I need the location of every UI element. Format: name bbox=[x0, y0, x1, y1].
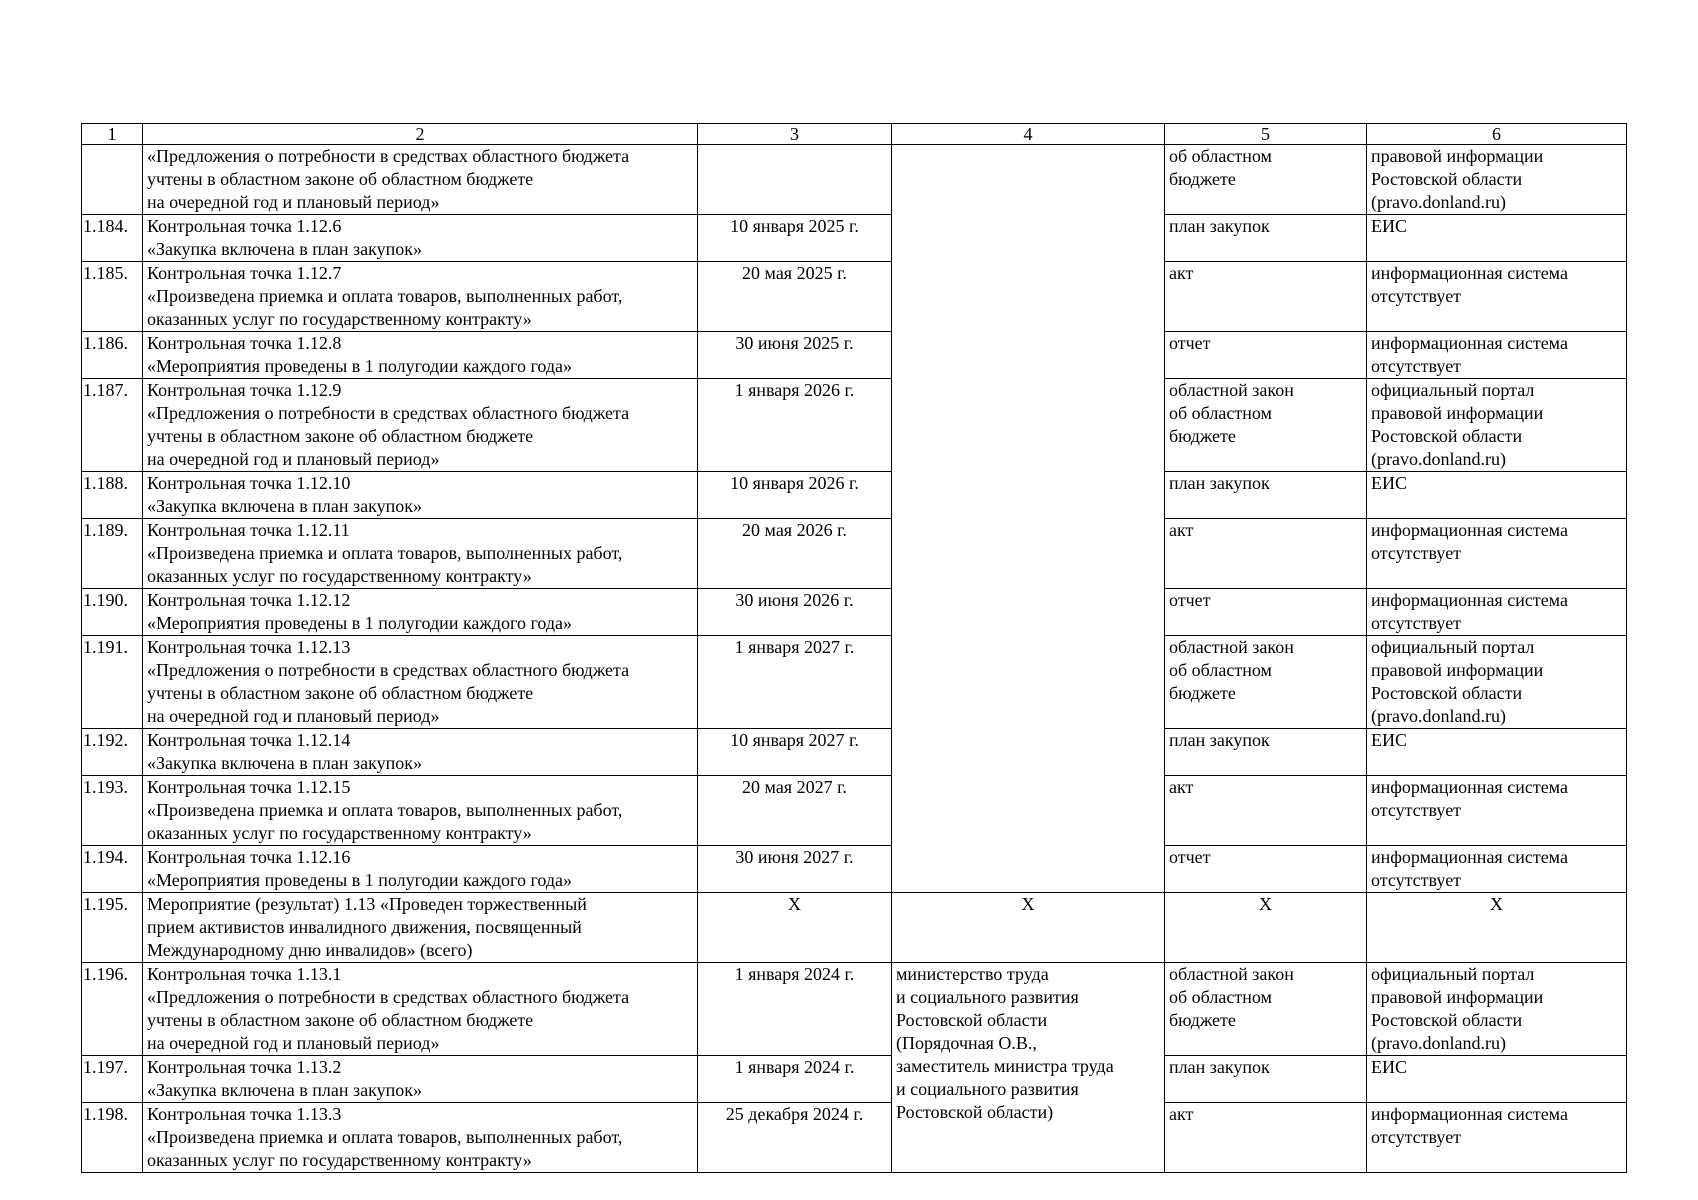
column-number: 5 bbox=[1165, 124, 1367, 145]
cell-text-line: ЕИС bbox=[1371, 473, 1407, 493]
cell-text-line: бюджете bbox=[1169, 169, 1236, 189]
cell-text-line: на очередной год и плановый период» bbox=[147, 706, 440, 726]
row-number-cell: 1.189. bbox=[82, 519, 143, 589]
information-system-cell bbox=[1367, 262, 1627, 332]
row-number-cell: 1.196. bbox=[82, 963, 143, 1056]
description-cell bbox=[143, 846, 698, 893]
row-number-cell: 1.195. bbox=[82, 893, 143, 963]
cell-text-line: и социального развития bbox=[896, 1079, 1079, 1099]
row-number-cell: 1.185. bbox=[82, 262, 143, 332]
cell-text-line: X bbox=[1259, 894, 1272, 914]
cell-text-line: «Закупка включена в план закупок» bbox=[147, 496, 422, 516]
cell-text-line: отсутствует bbox=[1371, 1127, 1462, 1147]
cell-text-line: отчет bbox=[1169, 333, 1211, 353]
row-number-cell: 1.198. bbox=[82, 1103, 143, 1173]
cell-text-line: Ростовской области bbox=[1371, 683, 1523, 703]
information-system-cell bbox=[1367, 893, 1627, 963]
cell-text-line: оказанных услуг по государственному контракту» bbox=[147, 823, 532, 843]
document-type-cell bbox=[1165, 846, 1367, 893]
control-points-table bbox=[81, 123, 1627, 1173]
cell-text-line: Контрольная точка 1.13.2 bbox=[147, 1057, 342, 1077]
cell-text-line: акт bbox=[1169, 1104, 1194, 1124]
cell-text-line: об областном bbox=[1169, 987, 1272, 1007]
description-cell bbox=[143, 729, 698, 776]
cell-text-line: информационная система bbox=[1371, 1104, 1568, 1124]
deadline-cell: 30 июня 2026 г. bbox=[698, 589, 892, 636]
information-system-cell bbox=[1367, 729, 1627, 776]
document-type-cell bbox=[1165, 1056, 1367, 1103]
cell-text-line: учтены в областном законе об областном бюджете bbox=[147, 1010, 534, 1030]
description-cell bbox=[143, 776, 698, 846]
cell-text-line: (pravo.donland.ru) bbox=[1371, 449, 1506, 469]
table-row bbox=[82, 145, 1627, 215]
information-system-cell bbox=[1367, 1056, 1627, 1103]
cell-text-line: ЕИС bbox=[1371, 216, 1407, 236]
cell-text-line: об областном bbox=[1169, 660, 1272, 680]
row-number-cell: 1.190. bbox=[82, 589, 143, 636]
cell-text-line: «Предложения о потребности в средствах областного бюджета bbox=[147, 146, 630, 166]
document-type-cell bbox=[1165, 776, 1367, 846]
cell-text-line: информационная система bbox=[1371, 590, 1568, 610]
cell-text-line: на очередной год и плановый период» bbox=[147, 1033, 440, 1053]
cell-text-line: областной закон bbox=[1169, 637, 1294, 657]
table-row bbox=[82, 379, 1627, 472]
cell-text-line: «Предложения о потребности в средствах областного бюджета bbox=[147, 403, 630, 423]
cell-text-line: официальный портал bbox=[1371, 637, 1535, 657]
cell-text-line: об областном bbox=[1169, 146, 1272, 166]
table-row bbox=[82, 262, 1627, 332]
table-row bbox=[82, 846, 1627, 893]
cell-text-line: отчет bbox=[1169, 847, 1211, 867]
column-number: 2 bbox=[143, 124, 698, 145]
cell-text-line: официальный портал bbox=[1371, 964, 1535, 984]
table-row bbox=[82, 589, 1627, 636]
cell-text-line: план закупок bbox=[1169, 1057, 1270, 1077]
cell-text-line: «Закупка включена в план закупок» bbox=[147, 239, 422, 259]
table-row bbox=[82, 215, 1627, 262]
cell-text-line: Контрольная точка 1.12.7 bbox=[147, 263, 342, 283]
row-number-cell bbox=[82, 145, 143, 215]
description-cell bbox=[143, 893, 698, 963]
table-row bbox=[82, 472, 1627, 519]
cell-text-line: правовой информации bbox=[1371, 146, 1544, 166]
cell-text-line: прием активистов инвалидного движения, посвященный bbox=[147, 917, 582, 937]
cell-text-line: правовой информации bbox=[1371, 403, 1544, 423]
deadline-cell: 20 мая 2027 г. bbox=[698, 776, 892, 846]
cell-text-line: информационная система bbox=[1371, 263, 1568, 283]
row-number-cell: 1.184. bbox=[82, 215, 143, 262]
cell-text-line: отсутствует bbox=[1371, 356, 1462, 376]
information-system-cell bbox=[1367, 846, 1627, 893]
cell-text-line: «Произведена приемка и оплата товаров, выполненных работ, bbox=[147, 543, 623, 563]
cell-text-line: Контрольная точка 1.12.10 bbox=[147, 473, 351, 493]
cell-text-line: ЕИС bbox=[1371, 730, 1407, 750]
deadline-cell: 10 января 2026 г. bbox=[698, 472, 892, 519]
column-number-row bbox=[82, 124, 1627, 145]
description-cell bbox=[143, 963, 698, 1056]
description-cell bbox=[143, 379, 698, 472]
cell-text-line: оказанных услуг по государственному контракту» bbox=[147, 566, 532, 586]
responsible-cell bbox=[892, 893, 1165, 963]
information-system-cell bbox=[1367, 215, 1627, 262]
cell-text-line: отсутствует bbox=[1371, 800, 1462, 820]
cell-text-line: «Предложения о потребности в средствах областного бюджета bbox=[147, 987, 630, 1007]
cell-text-line: «Произведена приемка и оплата товаров, выполненных работ, bbox=[147, 286, 623, 306]
row-number-cell: 1.192. bbox=[82, 729, 143, 776]
cell-text-line: Контрольная точка 1.12.8 bbox=[147, 333, 342, 353]
cell-text-line: оказанных услуг по государственному контракту» bbox=[147, 309, 532, 329]
cell-text-line: Контрольная точка 1.12.16 bbox=[147, 847, 351, 867]
cell-text-line: Ростовской области bbox=[1371, 1010, 1523, 1030]
cell-text-line: учтены в областном законе об областном бюджете bbox=[147, 426, 534, 446]
information-system-cell bbox=[1367, 1103, 1627, 1173]
cell-text-line: Контрольная точка 1.12.13 bbox=[147, 637, 351, 657]
document-type-cell bbox=[1165, 472, 1367, 519]
cell-text-line: заместитель министра труда bbox=[896, 1056, 1114, 1076]
cell-text-line: областной закон bbox=[1169, 380, 1294, 400]
cell-text-line: Контрольная точка 1.12.9 bbox=[147, 380, 342, 400]
deadline-cell: X bbox=[698, 893, 892, 963]
row-number-cell: 1.186. bbox=[82, 332, 143, 379]
table-row bbox=[82, 636, 1627, 729]
cell-text-line: информационная система bbox=[1371, 847, 1568, 867]
description-cell bbox=[143, 519, 698, 589]
cell-text-line: план закупок bbox=[1169, 473, 1270, 493]
cell-text-line: информационная система bbox=[1371, 333, 1568, 353]
cell-text-line: информационная система bbox=[1371, 520, 1568, 540]
document-type-cell bbox=[1165, 893, 1367, 963]
deadline-cell bbox=[698, 145, 892, 215]
cell-text-line: Ростовской области) bbox=[896, 1102, 1054, 1122]
cell-text-line: «Предложения о потребности в средствах областного бюджета bbox=[147, 660, 630, 680]
responsible-cell bbox=[892, 145, 1165, 893]
cell-text-line: об областном bbox=[1169, 403, 1272, 423]
document-type-cell bbox=[1165, 145, 1367, 215]
deadline-cell: 20 мая 2025 г. bbox=[698, 262, 892, 332]
cell-text-line: правовой информации bbox=[1371, 987, 1544, 1007]
table-row bbox=[82, 1103, 1627, 1173]
cell-text-line: акт bbox=[1169, 520, 1194, 540]
cell-text-line: Мероприятие (результат) 1.13 «Проведен торжественный bbox=[147, 894, 587, 914]
document-type-cell bbox=[1165, 636, 1367, 729]
cell-text-line: Контрольная точка 1.12.12 bbox=[147, 590, 351, 610]
row-number-cell: 1.187. bbox=[82, 379, 143, 472]
table-body bbox=[82, 124, 1627, 1173]
description-cell bbox=[143, 472, 698, 519]
deadline-cell: 20 мая 2026 г. bbox=[698, 519, 892, 589]
document-type-cell bbox=[1165, 262, 1367, 332]
description-cell bbox=[143, 215, 698, 262]
cell-text-line: Контрольная точка 1.12.6 bbox=[147, 216, 342, 236]
description-cell bbox=[143, 589, 698, 636]
document-type-cell bbox=[1165, 589, 1367, 636]
cell-text-line: отсутствует bbox=[1371, 870, 1462, 890]
responsible-cell bbox=[892, 963, 1165, 1173]
cell-text-line: учтены в областном законе об областном бюджете bbox=[147, 683, 534, 703]
cell-text-line: «Мероприятия проведены в 1 полугодии каждого года» bbox=[147, 356, 573, 376]
cell-text-line: отсутствует bbox=[1371, 543, 1462, 563]
information-system-cell bbox=[1367, 636, 1627, 729]
cell-text-line: (Порядочная О.В., bbox=[896, 1033, 1037, 1053]
cell-text-line: на очередной год и плановый период» bbox=[147, 449, 440, 469]
deadline-cell: 1 января 2024 г. bbox=[698, 1056, 892, 1103]
cell-text-line: «Произведена приемка и оплата товаров, выполненных работ, bbox=[147, 800, 623, 820]
cell-text-line: официальный портал bbox=[1371, 380, 1535, 400]
row-number-cell: 1.194. bbox=[82, 846, 143, 893]
cell-text-line: Международному дню инвалидов» (всего) bbox=[147, 940, 473, 960]
column-number: 3 bbox=[698, 124, 892, 145]
information-system-cell bbox=[1367, 776, 1627, 846]
cell-text-line: областной закон bbox=[1169, 964, 1294, 984]
deadline-cell: 30 июня 2025 г. bbox=[698, 332, 892, 379]
description-cell bbox=[143, 145, 698, 215]
description-cell bbox=[143, 332, 698, 379]
cell-text-line: (pravo.donland.ru) bbox=[1371, 706, 1506, 726]
deadline-cell: 25 декабря 2024 г. bbox=[698, 1103, 892, 1173]
cell-text-line: отчет bbox=[1169, 590, 1211, 610]
cell-text-line: ЕИС bbox=[1371, 1057, 1407, 1077]
cell-text-line: «Произведена приемка и оплата товаров, выполненных работ, bbox=[147, 1127, 623, 1147]
cell-text-line: «Мероприятия проведены в 1 полугодии каждого года» bbox=[147, 870, 573, 890]
document-type-cell bbox=[1165, 519, 1367, 589]
cell-text-line: отсутствует bbox=[1371, 613, 1462, 633]
information-system-cell bbox=[1367, 379, 1627, 472]
column-number: 1 bbox=[82, 124, 143, 145]
column-number: 6 bbox=[1367, 124, 1627, 145]
column-number: 4 bbox=[892, 124, 1165, 145]
row-number-cell: 1.191. bbox=[82, 636, 143, 729]
cell-text-line: Ростовской области bbox=[896, 1010, 1048, 1030]
cell-text-line: план закупок bbox=[1169, 730, 1270, 750]
cell-text-line: Контрольная точка 1.13.1 bbox=[147, 964, 342, 984]
description-cell bbox=[143, 262, 698, 332]
description-cell bbox=[143, 1103, 698, 1173]
cell-text-line: бюджете bbox=[1169, 1010, 1236, 1030]
cell-text-line: Контрольная точка 1.13.3 bbox=[147, 1104, 342, 1124]
deadline-cell: 30 июня 2027 г. bbox=[698, 846, 892, 893]
cell-text-line: акт bbox=[1169, 777, 1194, 797]
cell-text-line: оказанных услуг по государственному контракту» bbox=[147, 1150, 532, 1170]
table-row bbox=[82, 893, 1627, 963]
cell-text-line: Ростовской области bbox=[1371, 426, 1523, 446]
cell-text-line: X bbox=[1490, 894, 1503, 914]
deadline-cell: 1 января 2026 г. bbox=[698, 379, 892, 472]
cell-text-line: «Мероприятия проведены в 1 полугодии каждого года» bbox=[147, 613, 573, 633]
table-row bbox=[82, 1056, 1627, 1103]
deadline-cell: 10 января 2027 г. bbox=[698, 729, 892, 776]
information-system-cell bbox=[1367, 519, 1627, 589]
cell-text-line: «Закупка включена в план закупок» bbox=[147, 1080, 422, 1100]
document-type-cell bbox=[1165, 963, 1367, 1056]
cell-text-line: и социального развития bbox=[896, 987, 1079, 1007]
table-row bbox=[82, 519, 1627, 589]
cell-text-line: (pravo.donland.ru) bbox=[1371, 192, 1506, 212]
cell-text-line: отсутствует bbox=[1371, 286, 1462, 306]
table-row bbox=[82, 963, 1627, 1056]
cell-text-line: X bbox=[1021, 894, 1035, 914]
cell-text-line: Контрольная точка 1.12.15 bbox=[147, 777, 351, 797]
document-type-cell bbox=[1165, 729, 1367, 776]
description-cell bbox=[143, 636, 698, 729]
information-system-cell bbox=[1367, 589, 1627, 636]
cell-text-line: (pravo.donland.ru) bbox=[1371, 1033, 1506, 1053]
deadline-cell: 1 января 2027 г. bbox=[698, 636, 892, 729]
row-number-cell: 1.193. bbox=[82, 776, 143, 846]
deadline-cell: 10 января 2025 г. bbox=[698, 215, 892, 262]
cell-text-line: Ростовской области bbox=[1371, 169, 1523, 189]
cell-text-line: министерство труда bbox=[896, 964, 1049, 984]
cell-text-line: план закупок bbox=[1169, 216, 1270, 236]
information-system-cell bbox=[1367, 332, 1627, 379]
row-number-cell: 1.188. bbox=[82, 472, 143, 519]
document-type-cell bbox=[1165, 332, 1367, 379]
cell-text-line: «Закупка включена в план закупок» bbox=[147, 753, 422, 773]
document-type-cell bbox=[1165, 1103, 1367, 1173]
table-row bbox=[82, 729, 1627, 776]
deadline-cell: 1 января 2024 г. bbox=[698, 963, 892, 1056]
cell-text-line: акт bbox=[1169, 263, 1194, 283]
cell-text-line: на очередной год и плановый период» bbox=[147, 192, 440, 212]
table-row bbox=[82, 776, 1627, 846]
cell-text-line: бюджете bbox=[1169, 426, 1236, 446]
table-row bbox=[82, 332, 1627, 379]
cell-text-line: правовой информации bbox=[1371, 660, 1544, 680]
description-cell bbox=[143, 1056, 698, 1103]
cell-text-line: бюджете bbox=[1169, 683, 1236, 703]
document-type-cell bbox=[1165, 379, 1367, 472]
cell-text-line: Контрольная точка 1.12.11 bbox=[147, 520, 350, 540]
information-system-cell bbox=[1367, 472, 1627, 519]
information-system-cell bbox=[1367, 963, 1627, 1056]
cell-text-line: учтены в областном законе об областном бюджете bbox=[147, 169, 534, 189]
document-type-cell bbox=[1165, 215, 1367, 262]
cell-text-line: Контрольная точка 1.12.14 bbox=[147, 730, 351, 750]
information-system-cell bbox=[1367, 145, 1627, 215]
row-number-cell: 1.197. bbox=[82, 1056, 143, 1103]
cell-text-line: информационная система bbox=[1371, 777, 1568, 797]
